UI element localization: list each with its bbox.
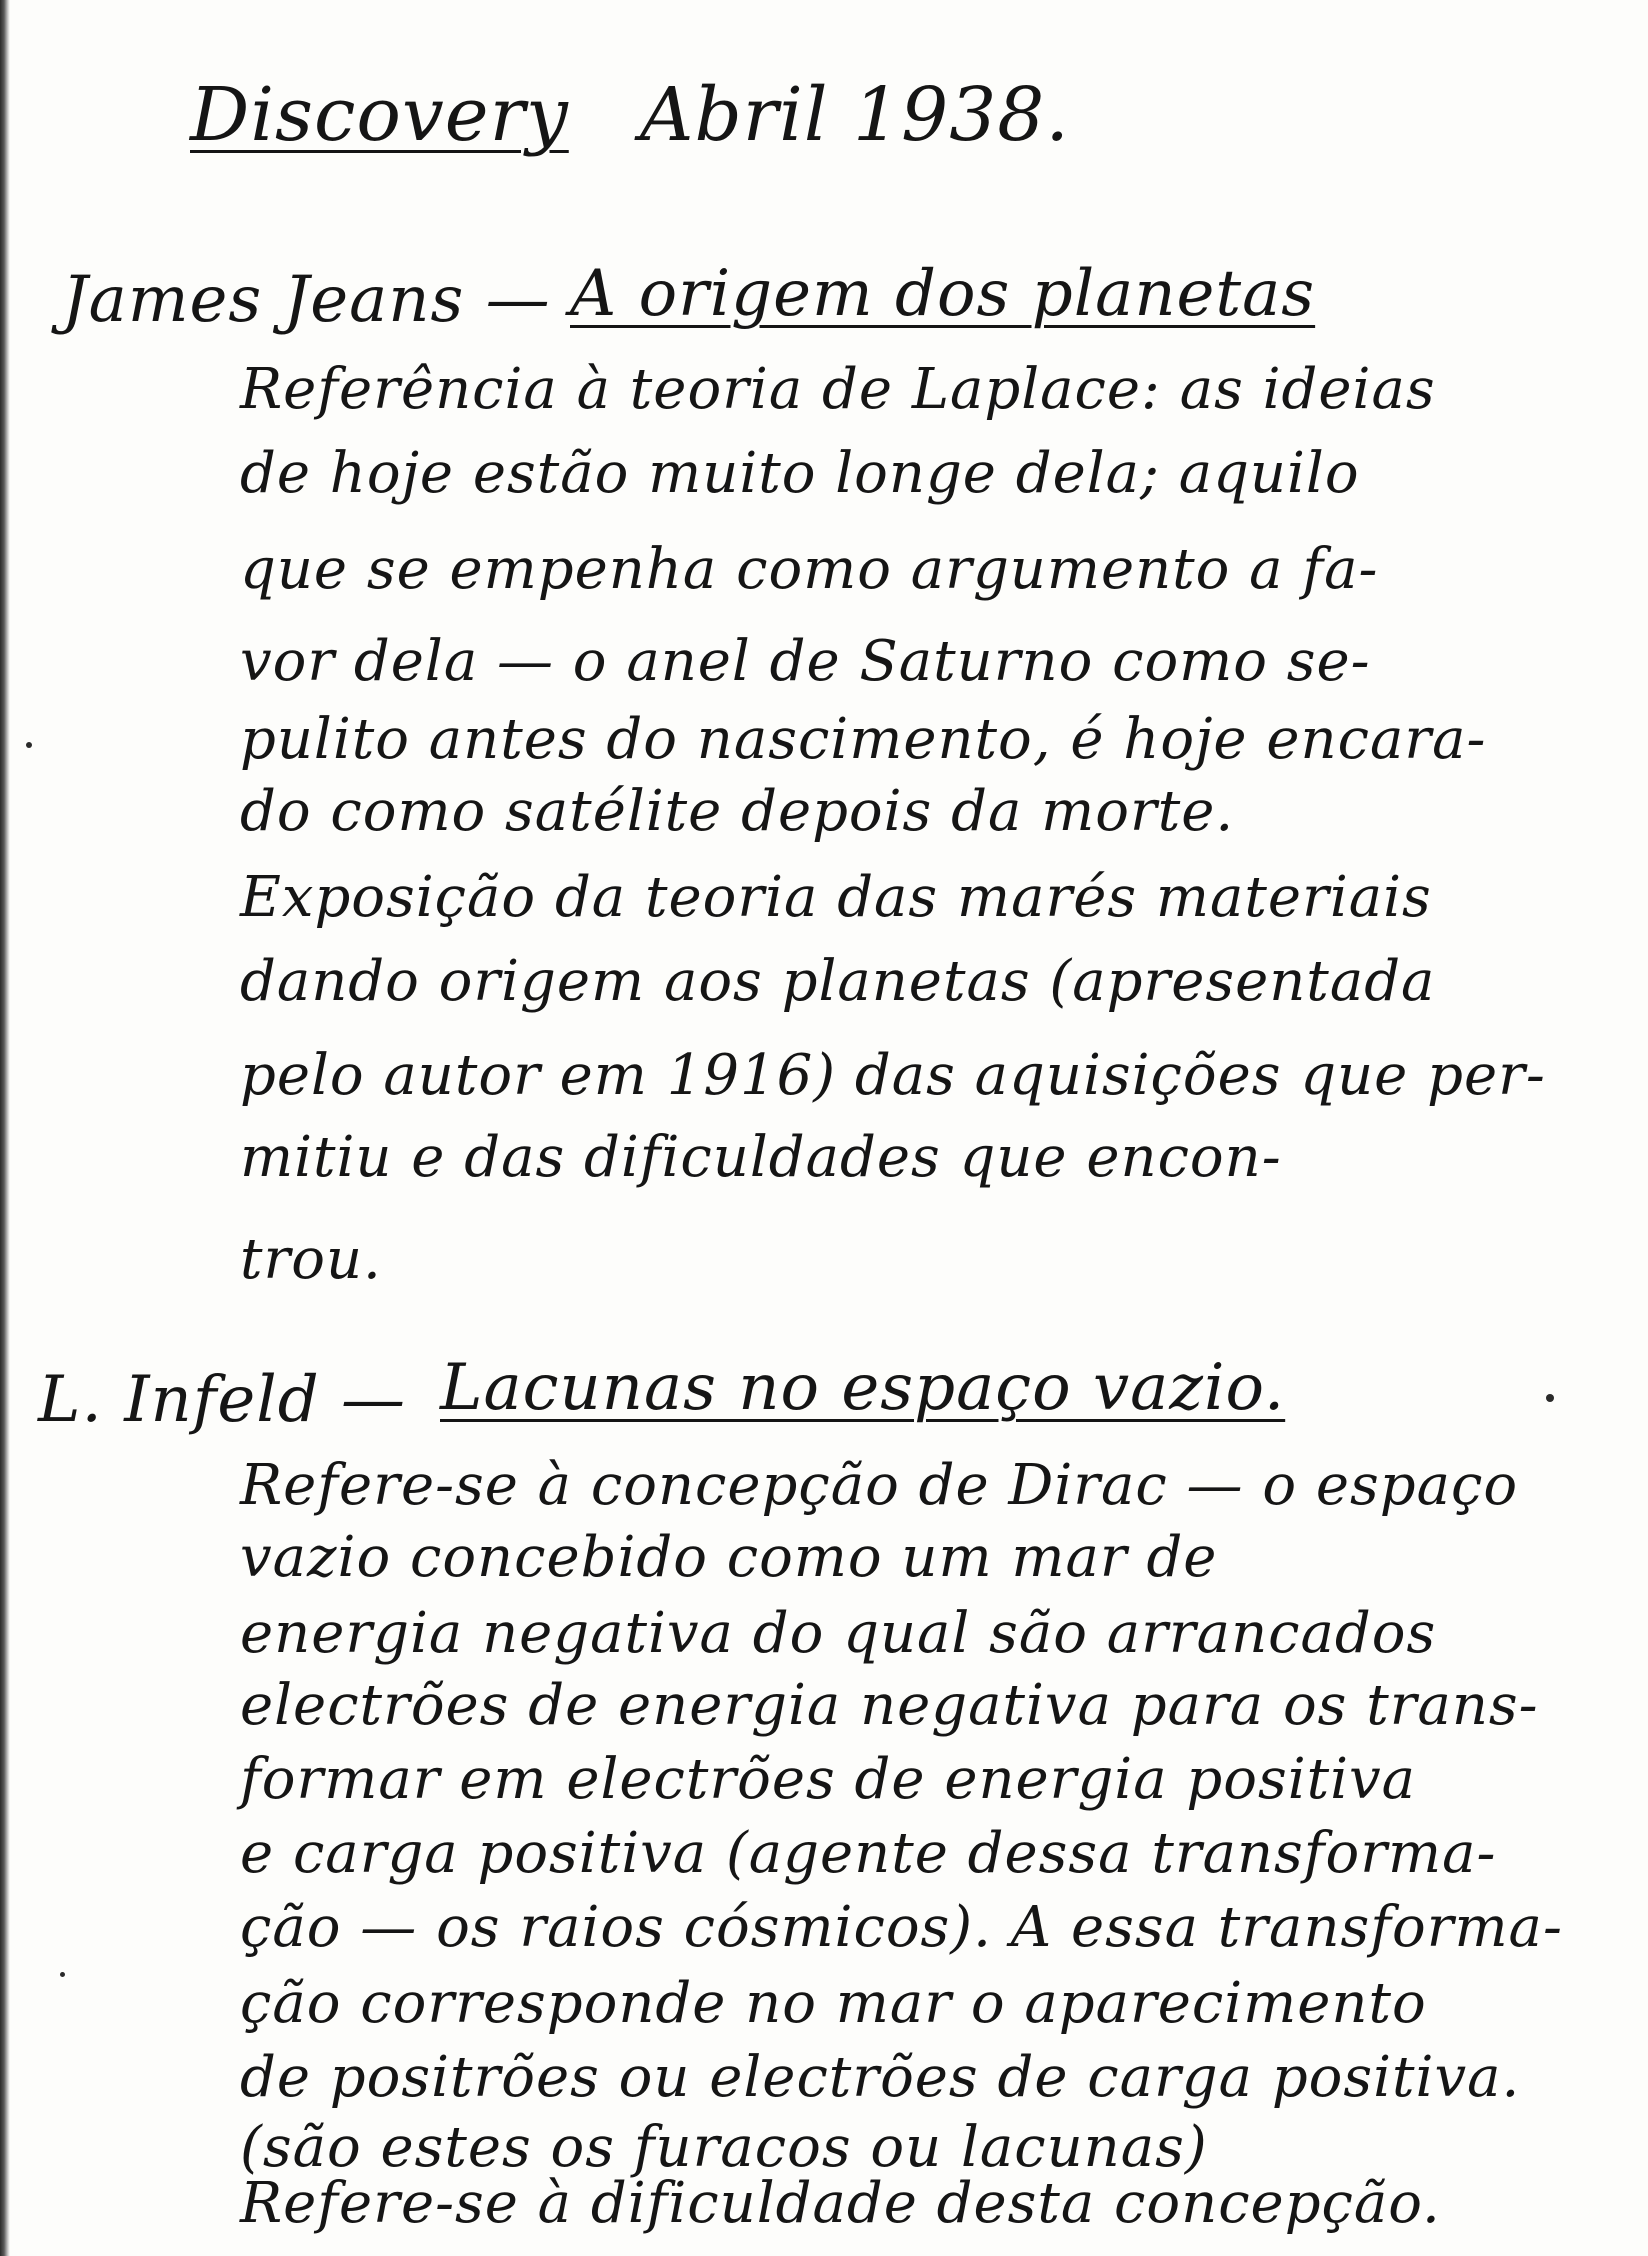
article2-subject: Lacunas no espaço vazio.: [440, 1351, 1286, 1425]
article1-line: de hoje estão muito longe dela; aquilo: [240, 441, 1360, 506]
scan-speck: [60, 1972, 65, 1977]
article1-line: do como satélite depois da morte.: [240, 779, 1235, 844]
article2-line: vazio concebido como um mar de: [240, 1525, 1218, 1590]
article1-line: pelo autor em 1916) das aquisições que per-: [240, 1043, 1546, 1108]
article2-line: Refere-se à concepção de Dirac — o espaço: [240, 1453, 1519, 1518]
article2-line: energia negativa do qual são arrancados: [240, 1601, 1437, 1666]
article1-line: Referência à teoria de Laplace: as ideias: [240, 357, 1436, 422]
article2-line: e carga positiva (agente dessa transforma-: [240, 1821, 1497, 1886]
article2-line: Refere-se à dificuldade desta concepção.: [240, 2171, 1441, 2236]
article2-author: L. Infeld —: [38, 1363, 407, 1437]
article2-line: ção — os raios cósmicos). A essa transforma-: [240, 1895, 1563, 1960]
article2-line: de positrões ou electrões de carga positiva.: [240, 2045, 1521, 2110]
article2-line: ção corresponde no mar o aparecimento: [240, 1971, 1427, 2036]
article1-line: Exposição da teoria das marés materiais: [240, 865, 1432, 930]
scan-speck: [1546, 1394, 1554, 1402]
article1-line: trou.: [240, 1227, 382, 1292]
article1-author: James Jeans —: [62, 263, 551, 337]
scan-edge-shadow: [0, 0, 10, 2256]
article1-subject: A origem dos planetas: [570, 257, 1316, 331]
article2-line: (são estes os furacos ou lacunas): [240, 2115, 1208, 2180]
article2-line: formar em electrões de energia positiva: [240, 1747, 1417, 1812]
title-word: Discovery: [190, 72, 569, 158]
article1-line: mitiu e das dificuldades que encon-: [240, 1125, 1282, 1190]
title-date: Abril 1938.: [640, 72, 1070, 158]
article1-line: dando origem aos planetas (apresentada: [240, 949, 1436, 1014]
scan-speck: [26, 742, 32, 748]
article1-line: vor dela — o anel de Saturno como se-: [240, 629, 1371, 694]
article1-line: pulito antes do nascimento, é hoje encara-: [240, 707, 1487, 772]
article2-line: electrões de energia negativa para os trans-: [240, 1673, 1539, 1738]
article1-line: que se empenha como argumento a fa-: [240, 537, 1379, 602]
